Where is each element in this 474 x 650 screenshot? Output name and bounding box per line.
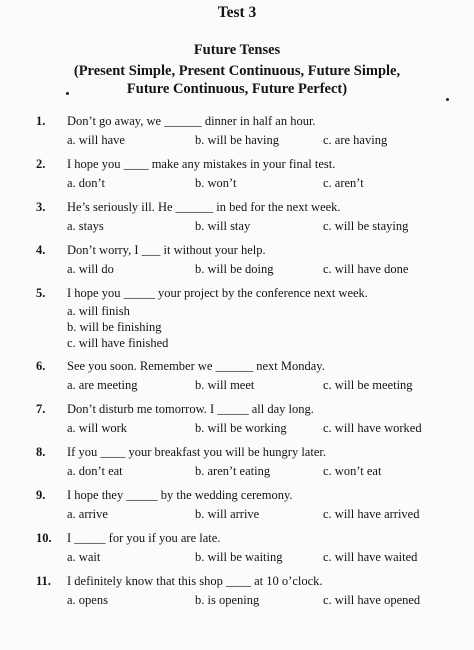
question-text: I hope they _____ by the wedding ceremony. [67,488,293,502]
option-b: b. will be doing [195,262,274,276]
question-number: 11. [36,574,51,588]
answer-options [0,593,474,611]
answer-options [0,176,474,194]
option-a: a. are meeting [67,378,138,392]
question-number: 8. [36,445,46,459]
option-a: a. arrive [67,507,108,521]
question-number: 9. [36,488,46,502]
subtitle [0,62,474,98]
option-a: a. opens [67,593,108,607]
option-c: c. will be meeting [323,378,413,392]
option-c: c. will have opened [323,593,421,607]
question-number: 4. [36,243,46,257]
option-a: a. will work [67,421,128,435]
option-b: b. will stay [195,219,251,233]
option-b: b. will be working [195,421,287,435]
option-a: a. wait [67,550,101,564]
question-number: 10. [36,531,52,545]
section-title: Future Tenses [193,42,281,58]
question-number: 7. [36,402,46,416]
answer-options [0,262,474,280]
option-c: c. aren’t [323,176,364,190]
test-title: Test 3 [217,4,257,21]
question-number: 3. [36,200,46,214]
answer-options [0,219,474,237]
question-text: I definitely know that this shop ____ at 10 o’clock. [67,574,323,588]
question-text: If you ____ your breakfast you will be hungry later. [67,445,326,459]
option-b: b. aren’t eating [195,464,271,478]
option-b: b. will meet [195,378,255,392]
question-text: Don’t go away, we ______ dinner in half an hour. [67,114,316,128]
print-speck [66,92,69,95]
option-c: c. will be staying [323,219,409,233]
answer-options [0,550,474,568]
question-text: Don’t disturb me tomorrow. I _____ all day long. [67,402,314,416]
option-c: c. are having [323,133,388,147]
option-a: a. don’t [67,176,105,190]
option-a: a. stays [67,219,104,233]
answer-options [0,507,474,525]
subtitle-line-1: (Present Simple, Present Continuous, Future Simple, [73,63,401,79]
option-a: a. will do [67,262,114,276]
question-number: 2. [36,157,46,171]
question-text: He’s seriously ill. He ______ in bed for the next week. [67,200,341,214]
question-text: I _____ for you if you are late. [67,531,221,545]
option-a: a. will have [67,133,125,147]
question-number: 6. [36,359,46,373]
question-number: 1. [36,114,46,128]
question-text: I hope you ____ make any mistakes in your final test. [67,157,336,171]
answer-options [0,464,474,482]
option-b: b. is opening [195,593,260,607]
subtitle-line-2: Future Continuous, Future Perfect) [126,81,348,97]
option-c: c. will have arrived [323,507,420,521]
question-text: See you soon. Remember we ______ next Monday. [67,359,325,373]
option-c: c. will have done [323,262,409,276]
answer-options [0,378,474,396]
answer-options [0,421,474,439]
option-a: a. don’t eat [67,464,123,478]
question-number: 5. [36,286,46,300]
option-b: b. will be finishing [67,320,162,334]
option-c: c. won’t eat [323,464,382,478]
option-c: c. will have worked [323,421,422,435]
answer-options [0,133,474,151]
option-b: b. will arrive [195,507,260,521]
option-c: c. will have finished [67,336,169,350]
question-text: I hope you _____ your project by the conference next week. [67,286,368,300]
option-b: b. will be having [195,133,280,147]
option-b: b. will be waiting [195,550,283,564]
question-text: Don’t worry, I ___ it without your help. [67,243,266,257]
print-speck [446,98,449,101]
option-a: a. will finish [67,304,130,318]
option-b: b. won’t [195,176,237,190]
option-c: c. will have waited [323,550,418,564]
